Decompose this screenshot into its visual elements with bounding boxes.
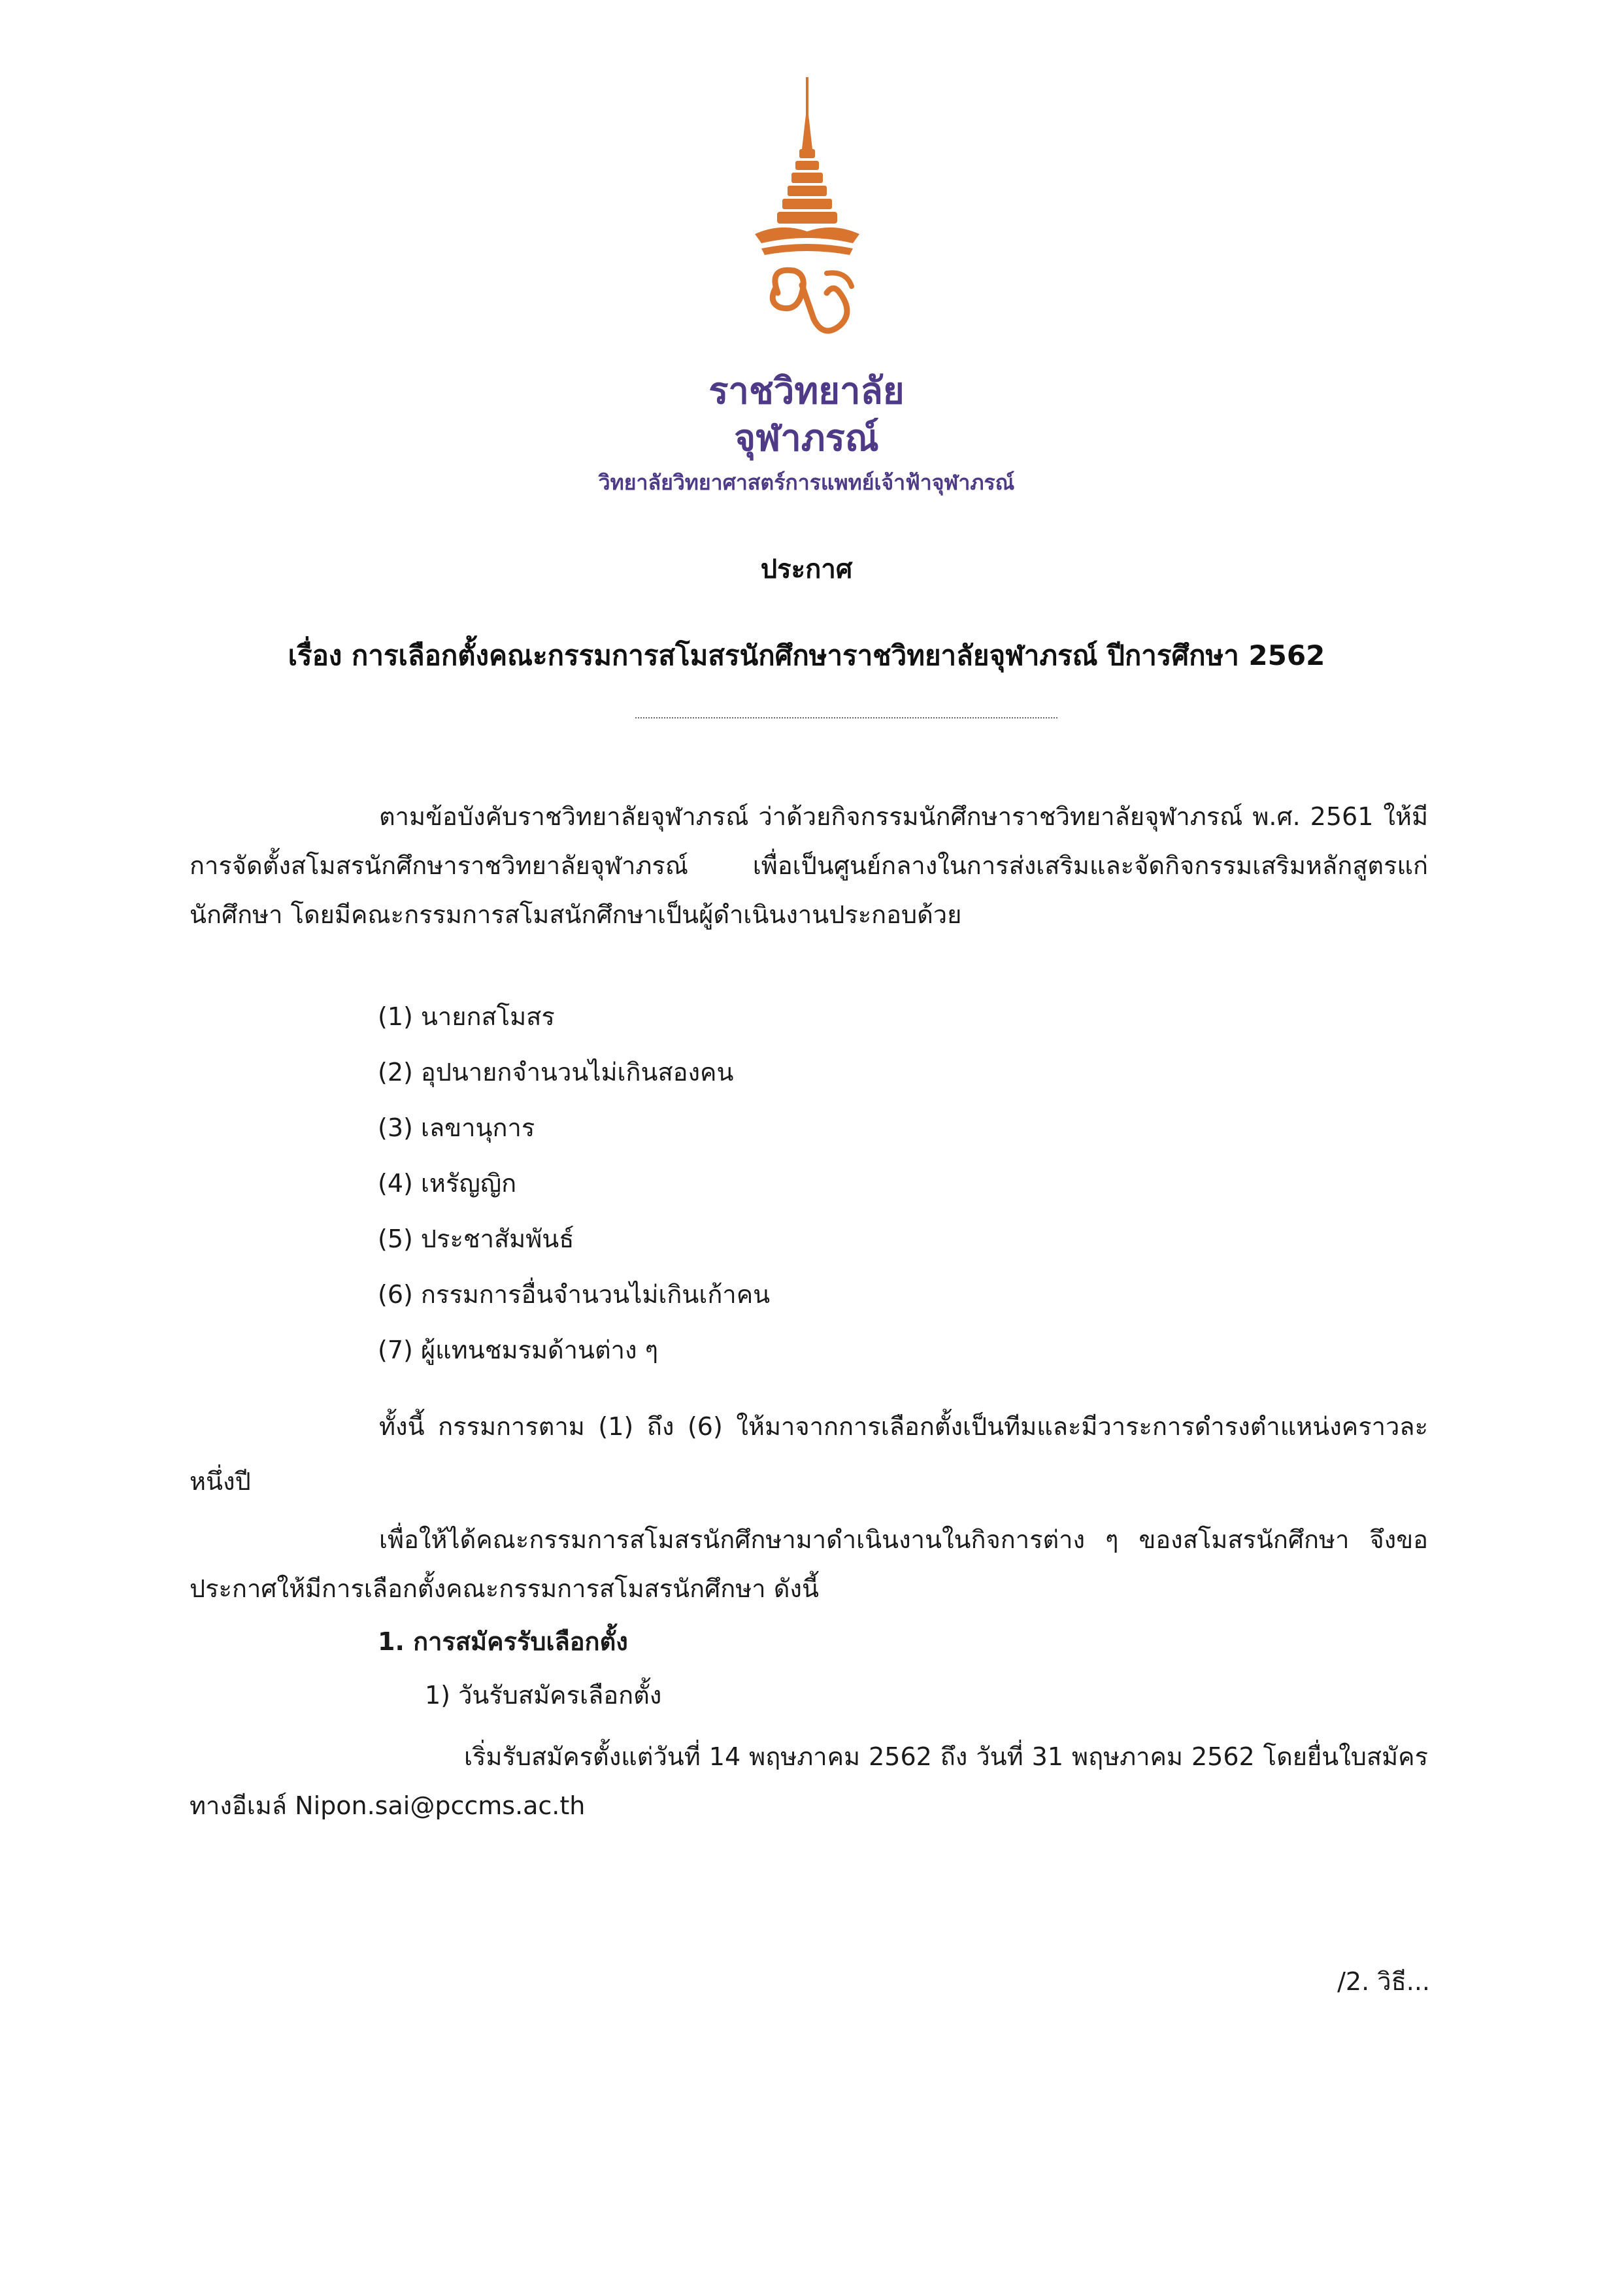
list-item: (2) อุปนายกจำนวนไม่เกินสองคน <box>378 1058 734 1087</box>
application-paragraph <box>190 1732 1428 1831</box>
announcement-subject: เรื่อง การเลือกตั้งคณะกรรมการสโมสรนักศึกษาราชวิทยาลัยจุฬาภรณ์ ปีการศึกษา 2562 <box>288 639 1325 671</box>
purpose-paragraph-text: เพื่อให้ได้คณะกรรมการสโมสรนักศึกษามาดำเนินงานในกิจการต่าง ๆ ของสโมสรนักศึกษา จึงขอประกาศให้มีการเลือกตั้งคณะกรรมการสโมสรนักศึกษา ดังนี้ <box>190 1525 1428 1603</box>
section-1-heading: 1. การสมัครรับเลือกตั้ง <box>378 1627 628 1656</box>
application-paragraph-text: เริ่มรับสมัครตั้งแต่วันที่ 14 พฤษภาคม 2562 ถึง วันที่ 31 พฤษภาคม 2562 โดยยื่นใบสมัครทางอีเมล์ Nipon.sai@pccms.ac.th <box>190 1742 1428 1820</box>
list-item: (1) นายกสโมสร <box>378 1002 555 1031</box>
list-item: (6) กรรมการอื่นจำนวนไม่เกินเก้าคน <box>378 1280 771 1309</box>
list-item: (3) เลขานุการ <box>378 1113 535 1142</box>
positions-list <box>378 989 1293 1378</box>
royal-crown-emblem-icon <box>742 77 873 365</box>
org-subtitle: วิทยาลัยวิทยาศาสตร์การแพทย์เจ้าฟ้าจุฬาภรณ์ <box>598 470 1015 495</box>
intro-paragraph <box>190 792 1428 939</box>
term-paragraph-text: ทั้งนี้ กรรมการตาม (1) ถึง (6) ให้มาจากการเลือกตั้งเป็นทีมและมีวาระการดำรงตำแหน่งคราวละหนึ่งปี <box>190 1412 1428 1496</box>
purpose-paragraph <box>190 1515 1428 1613</box>
intro-paragraph-text: ตามข้อบังคับราชวิทยาลัยจุฬาภรณ์ ว่าด้วยกิจกรรมนักศึกษาราชวิทยาลัยจุฬาภรณ์ พ.ศ. 2561 ให้มีการจัดตั้งสโมสรนักศึกษาราชวิทยาลัยจุฬาภรณ์ เพื่อเป็นศูนย์กลางในการส่งเสริมและจัดกิจกรรมเสริมหลักสูตรแก่นักศึกษา โดยมีคณะกรรมการสโมสนักศึกษาเป็นผู้ดำเนินงานประกอบด้วย <box>190 802 1428 929</box>
announcement-label: ประกาศ <box>760 554 853 584</box>
org-name-line1: ราชวิทยาลัย <box>708 370 905 413</box>
list-item: (4) เหรัญญิก <box>378 1169 517 1198</box>
org-name-line2: จุฬาภรณ์ <box>734 417 879 460</box>
list-item: (7) ผู้แทนชมรมด้านต่าง ๆ <box>378 1336 659 1364</box>
next-page-marker: /2. วิธี... <box>1337 1967 1430 1996</box>
term-paragraph <box>190 1399 1428 1509</box>
title-divider <box>635 717 1057 718</box>
list-item: (5) ประชาสัมพันธ์ <box>378 1224 574 1253</box>
section-1-1-heading: 1) วันรับสมัครเลือกตั้ง <box>425 1681 662 1710</box>
